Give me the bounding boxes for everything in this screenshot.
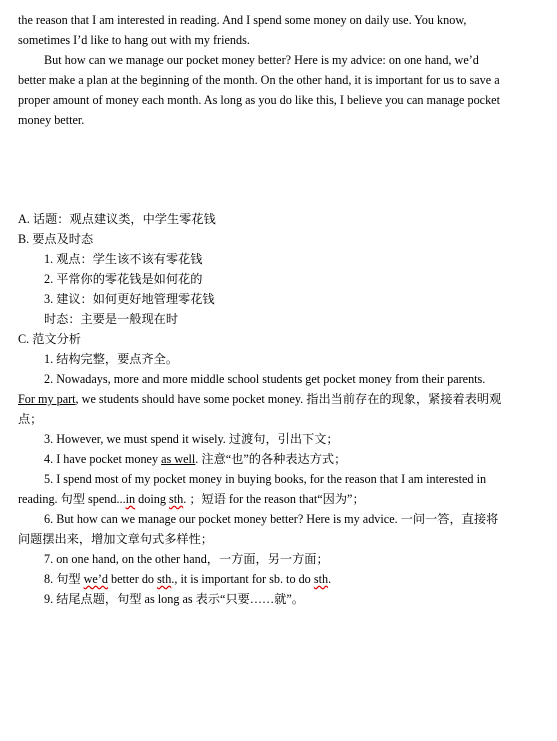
section-a-topic: A. 话题：观点建议类，中学生零花钱	[18, 212, 216, 226]
analysis-6	[18, 509, 548, 549]
underlined-phrase: as well	[161, 452, 196, 466]
analysis-8	[44, 569, 331, 589]
analysis-4-text: 4. I have pocket money	[44, 452, 162, 466]
analysis-4-text: . 注意“也”的各种表达方式；	[195, 452, 347, 466]
section-b-heading: B. 要点及时态	[18, 232, 94, 246]
analysis-5-text: doing	[135, 492, 169, 506]
underlined-phrase: For my part	[18, 392, 76, 406]
spell-flag: we’d	[83, 572, 108, 586]
essay-line: the reason that I am interested in reading. And I spend some money on daily use. You know,	[18, 13, 467, 27]
spell-flag: in	[125, 492, 136, 506]
analysis-7: 7. on one hand, on the other hand，一方面，另一方面；	[44, 552, 329, 566]
analysis-2	[18, 369, 548, 429]
analysis-9: 9. 结尾点题，句型 as long as 表示“只要……就”。	[44, 592, 304, 606]
analysis-6-line: 问题摆出来，增加文章句式多样性；	[18, 532, 213, 546]
analysis-3: 3. However, we must spend it wisely. 过渡句，引出下文；	[44, 432, 339, 446]
essay-line: But how can we manage our pocket money better? Here is my advice: on one hand, we’d	[44, 53, 479, 67]
section-c-heading: C. 范文分析	[18, 332, 81, 346]
analysis-1: 1. 结构完整，要点齐全。	[44, 352, 179, 366]
analysis-8-text: .	[328, 572, 332, 586]
analysis-2-text: , we students should have some pocket money. 指出当前存在的现象，紧接着表明观	[75, 392, 502, 406]
point-1: 1. 观点：学生该不该有零花钱	[44, 252, 203, 266]
point-3: 3. 建议：如何更好地管理零花钱	[44, 292, 215, 306]
analysis-4	[44, 449, 346, 469]
analysis-2-line: 点；	[18, 412, 43, 426]
analysis-8-text: better do	[107, 572, 158, 586]
tense-note: 时态：主要是一般现在时	[44, 312, 179, 326]
essay-line: sometimes I’d like to hang out with my friends.	[18, 33, 250, 47]
analysis-6-line: 6. But how can we manage our pocket money better? Here is my advice. 一问一答，直接将	[44, 512, 499, 526]
essay-paragraph	[18, 10, 548, 130]
analysis-5-line: 5. I spend most of my pocket money in buying books, for the reason that I am interested in	[44, 472, 487, 486]
essay-line: better make a plan at the beginning of the month. On the other hand, it is important for us to save a	[18, 73, 500, 87]
analysis-5-text: reading. 句型 spend...	[18, 492, 126, 506]
spell-flag: sth	[157, 572, 172, 586]
analysis-5-text: . ；短语 for the reason that“因为”；	[183, 492, 365, 506]
analysis-2-line	[18, 389, 548, 409]
analysis-2-line: 2. Nowadays, more and more middle school students get pocket money from their parents.	[44, 372, 486, 386]
spell-flag: sth	[313, 572, 329, 586]
analysis-8-text: ., it is important for sb. to do	[171, 572, 314, 586]
analysis-8-text: 8. 句型	[44, 572, 84, 586]
essay-line: proper amount of money each month. As long as you do like this, I believe you can manage pocket	[18, 93, 500, 107]
analysis-5	[18, 469, 548, 509]
spell-flag: sth	[168, 492, 184, 506]
essay-line: money better.	[18, 113, 85, 127]
point-2: 2. 平常你的零花钱是如何花的	[44, 272, 203, 286]
analysis-5-line	[18, 489, 548, 509]
